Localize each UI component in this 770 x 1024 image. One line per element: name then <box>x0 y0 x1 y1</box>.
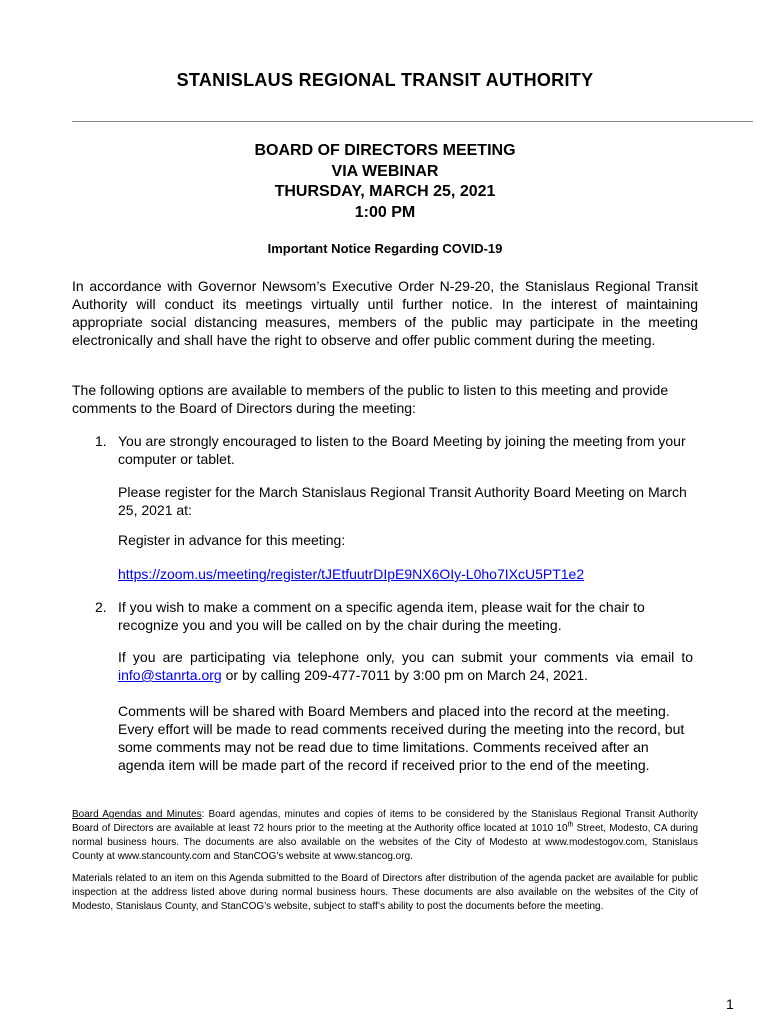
covid-notice-heading: Important Notice Regarding COVID-19 <box>267 241 503 256</box>
telephone-suffix: or by calling 209-477-7011 by 3:00 pm on March 24, 2021. <box>221 667 589 683</box>
intro-paragraph: In accordance with Governor Newsom’s Executive Order N-29-20, the Stanislaus Regional Transit Authority will conduct its meetings virtually until further notice. In the interest of maintaining appropriate social distancing measures, members of the public may participate in the meeting electronically and shall have the right to observe and offer public comment during the meeting. <box>72 278 698 348</box>
options-paragraph: The following options are available to members of the public to listen to this meeting and provide comments to the Board of Directors during the meeting: <box>72 382 669 416</box>
organization-title: STANISLAUS REGIONAL TRANSIT AUTHORITY <box>176 70 594 90</box>
agendas-label: Board Agendas and Minutes <box>72 809 202 820</box>
meeting-title: BOARD OF DIRECTORS MEETING <box>254 142 516 159</box>
meeting-heading <box>0 141 770 223</box>
agendas-superscript: th <box>567 821 574 829</box>
register-instructions: Please register for the March Stanislaus Regional Transit Authority Board Meeting on March 25, 2021 at: <box>118 484 687 518</box>
agendas-text-a: : Board agendas, minutes and copies of items to be considered by the Stanislaus Regional Transit Authority Board of Directors are available at least 72 hours prior to the meeting at the Authority office located at 1010 10 <box>72 809 698 834</box>
item-1-text: You are strongly encouraged to listen to the Board Meeting by joining the meeting from your computer or tablet. <box>118 433 686 467</box>
telephone-instructions <box>118 648 693 684</box>
telephone-prefix: If you are participating via telephone only, you can submit your comments via email to <box>118 649 693 665</box>
header-divider <box>72 121 753 122</box>
materials-notice: Materials related to an item on this Agenda submitted to the Board of Directors after distribution of the agenda packet are available for public inspection at the address listed above during normal business hours. These documents are also available on the websites of the City of Modesto, Stanislaus County, and StanCOG’s website, subject to staff’s ability to post the documents before the meeting. <box>72 873 698 912</box>
item-2-text: If you wish to make a comment on a specific agenda item, please wait for the chair to recognize you and you will be called on by the chair during the meeting. <box>118 599 645 633</box>
email-link[interactable]: info@stanrta.org <box>118 667 222 683</box>
zoom-registration-link[interactable]: https://zoom.us/meeting/register/tJEtfuutrDIpE9NX6OIy-L0ho7IXcU5PT1e2 <box>118 566 585 582</box>
meeting-time: 1:00 PM <box>354 203 416 221</box>
meeting-format: VIA WEBINAR <box>331 162 439 180</box>
comments-paragraph: Comments will be shared with Board Members and placed into the record at the meeting. Every effort will be made to read comments received during the meeting into the record, but some comments may not be read due to time limitations. Comments received after an agenda item will be made part of the record if received prior to the end of the meeting. <box>118 703 685 773</box>
item-2-number: 2. <box>95 599 107 615</box>
item-1-number: 1. <box>95 433 107 449</box>
meeting-date: THURSDAY, MARCH 25, 2021 <box>274 183 496 200</box>
agendas-text-b: Street, Modesto, CA during normal business hours. The documents are also available on the websites of the City of Modesto at www.modestogov.com, Stanislaus County at www.stancounty.com and StanCOG’s website at www.stancog.org. <box>72 823 699 862</box>
register-advance-label: Register in advance for this meeting: <box>118 532 346 548</box>
agendas-minutes-notice <box>72 808 698 864</box>
page-number: 1 <box>726 996 734 1012</box>
